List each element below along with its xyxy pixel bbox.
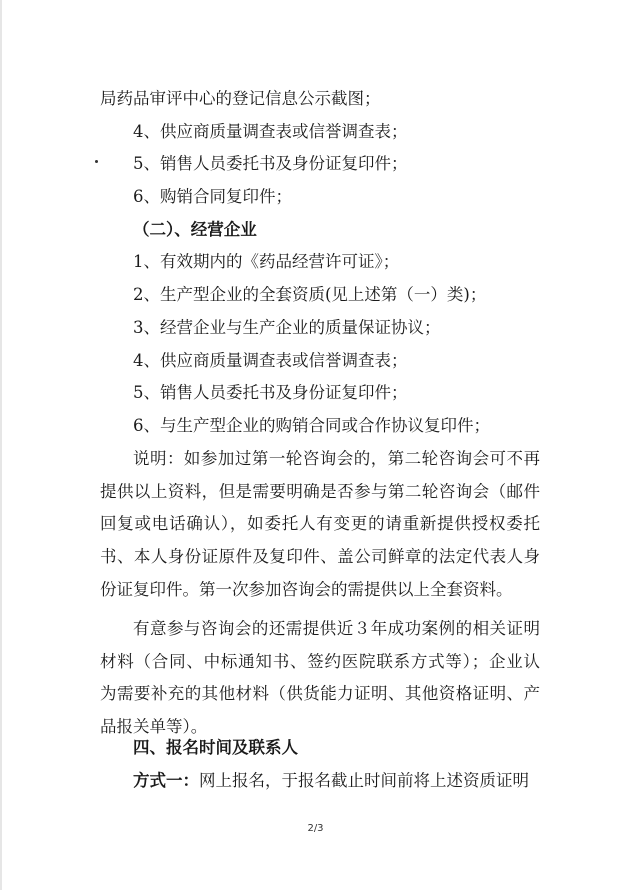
note-line: 为需要补充的其他材料（供货能力证明、其他资格证明、产 [100, 684, 540, 703]
note-line: 有意参与咨询会的还需提供近３年成功案例的相关证明 [133, 619, 540, 638]
text-line: 6、与生产型企业的购销合同或合作协议复印件； [133, 416, 490, 435]
note-line: 回复或电话确认），如委托人有变更的请重新提供授权委托 [100, 514, 540, 533]
page-number: 2/3 [307, 823, 324, 834]
scan-speck [95, 160, 98, 163]
scan-edge [0, 0, 2, 890]
method-text: 网上报名，于报名截止时间前将上述资质证明 [199, 771, 529, 790]
text-line: 4、供应商质量调查表或信誉调查表； [133, 122, 408, 141]
text-line: 1、有效期内的《药品经营许可证》； [133, 252, 400, 271]
note-line: 提供以上资料，但是需要明确是否参与第二轮咨询会（邮件 [100, 482, 540, 501]
method-label: 方式一： [133, 771, 199, 790]
note-line: 品报关单等）。 [100, 717, 208, 736]
text-line: 2、生产型企业的全套资质(见上述第（一）类)； [133, 285, 487, 304]
text-line [133, 770, 540, 792]
text-line: 局药品审评中心的登记信息公示截图； [100, 89, 381, 108]
note-line: 份证复印件。第一次参加咨询会的需提供以上全套资料。 [100, 580, 513, 599]
text-line: 3、经营企业与生产企业的质量保证协议； [133, 318, 441, 337]
text-line: 5、销售人员委托书及身份证复印件； [133, 154, 408, 173]
text-line: 6、购销合同复印件； [133, 187, 292, 206]
section-heading: 四、报名时间及联系人 [133, 738, 298, 757]
note-line: 说明：如参加过第一轮咨询会的，第二轮咨询会可不再 [133, 449, 540, 468]
note-line: 书、本人身份证原件及复印件、盖公司鲜章的法定代表人身 [100, 547, 540, 566]
note-line: 材料（合同、中标通知书、签约医院联系方式等）；企业认 [100, 652, 540, 671]
text-line: 5、销售人员委托书及身份证复印件； [133, 383, 408, 402]
section-heading: （二）、经营企业 [133, 220, 257, 239]
text-line: 4、供应商质量调查表或信誉调查表； [133, 351, 408, 370]
